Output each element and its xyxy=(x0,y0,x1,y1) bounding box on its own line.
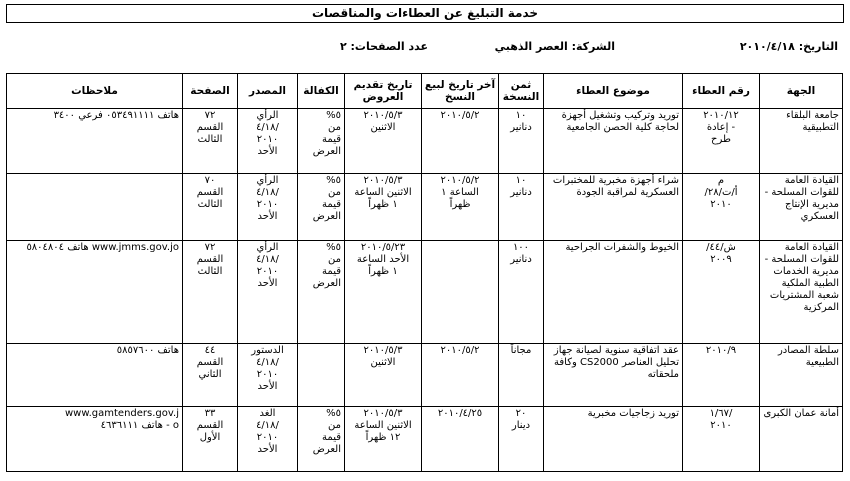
cell-guarantee: ٥% من قيمة العرض xyxy=(298,109,345,174)
cell-last-sale: ٢٠١٠/٥/٢ الساعة ١ ظهراً xyxy=(422,174,499,241)
cell-subject: توريد زجاجيات مخبرية xyxy=(544,407,683,472)
cell-last-sale xyxy=(422,241,499,344)
cell-notes: هاتف ٥٨٥٧٦٠٠ xyxy=(7,344,183,407)
cell-last-sale: ٢٠١٠/٥/٢ xyxy=(422,344,499,407)
cell-submission: ٢٠١٠/٥/٣ الاثنين xyxy=(345,344,422,407)
cell-page: ٧٢ القسم الثالث xyxy=(183,109,238,174)
col-header-source: المصدر xyxy=(238,74,298,109)
cell-tender-no: م أ/ت/٢٨/ ٢٠١٠ xyxy=(683,174,760,241)
cell-submission: ٢٠١٠/٥/٢٣ الأحد الساعة ١ ظهراً xyxy=(345,241,422,344)
cell-notes xyxy=(7,174,183,241)
cell-notes: هاتف ٠٥٣٤٩١١١١ فرعي ٣٤٠٠ xyxy=(7,109,183,174)
cell-entity: القيادة العامة للقوات المسلحة - مديرية الخدمات الطبية الملكية شعبة المشتريات المركزية xyxy=(760,241,843,344)
cell-guarantee: ٥% من قيمة العرض xyxy=(298,241,345,344)
table-row xyxy=(7,241,843,344)
cell-page: ٧٠ القسم الثالث xyxy=(183,174,238,241)
cell-guarantee xyxy=(298,344,345,407)
cell-page: ٤٤ القسم الثاني xyxy=(183,344,238,407)
col-header-subject: موضوع العطاء xyxy=(544,74,683,109)
cell-price: ٢٠ دينار xyxy=(499,407,544,472)
cell-tender-no: /١/٦٧ ٢٠١٠ xyxy=(683,407,760,472)
cell-source: الرأي /٤/١٨ ٢٠١٠ الأحد xyxy=(238,174,298,241)
cell-last-sale: ٢٠١٠/٤/٢٥ xyxy=(422,407,499,472)
page-title: خدمة التبليغ عن العطاءات والمناقصات xyxy=(6,4,844,23)
company-name: الشركة: العصر الذهبي xyxy=(494,40,615,53)
cell-source: الرأي /٤/١٨ ٢٠١٠ الأحد xyxy=(238,241,298,344)
page-count: عدد الصفحات: ٢ xyxy=(339,40,428,53)
cell-submission: ٢٠١٠/٥/٣ الاثنين الساعة ١٢ ظهراً xyxy=(345,407,422,472)
cell-entity: جامعة البلقاء التطبيقية xyxy=(760,109,843,174)
cell-entity: القيادة العامة للقوات المسلحة - مديرية الإنتاج العسكري xyxy=(760,174,843,241)
col-header-submission: تاريخ تقديم العروض xyxy=(345,74,422,109)
cell-tender-no: ٢٠١٠/٩ xyxy=(683,344,760,407)
cell-page: ٧٢ القسم الثالث xyxy=(183,241,238,344)
col-header-guarantee: الكفالة xyxy=(298,74,345,109)
table-row xyxy=(7,174,843,241)
cell-price: ١٠٠ دنانير xyxy=(499,241,544,344)
cell-guarantee: ٥% من قيمة العرض xyxy=(298,174,345,241)
cell-guarantee: ٥% من قيمة العرض xyxy=(298,407,345,472)
tenders-table xyxy=(6,73,843,472)
table-row xyxy=(7,407,843,472)
cell-subject: الخيوط والشفرات الجراحية xyxy=(544,241,683,344)
col-header-price: ثمن النسخة xyxy=(499,74,544,109)
cell-last-sale: ٢٠١٠/٥/٢ xyxy=(422,109,499,174)
col-header-page: الصفحة xyxy=(183,74,238,109)
cell-price: مجاناً xyxy=(499,344,544,407)
cell-source: الدستور /٤/١٨ ٢٠١٠ الأحد xyxy=(238,344,298,407)
cell-notes: www.jmms.gov.jo هاتف ٥٨٠٤٨٠٤ xyxy=(7,241,183,344)
cell-subject: توريد وتركيب وتشغيل أجهزة لحاجة كلية الحصن الجامعية xyxy=(544,109,683,174)
cell-subject: عقد اتفاقية سنوية لصيانة جهاز تحليل العناصر CS2000 وكافة ملحقاته xyxy=(544,344,683,407)
cell-notes: www.gamtenders.gov.j o - هاتف ٤٦٣٦١١١ xyxy=(7,407,183,472)
cell-entity: سلطة المصادر الطبيعية xyxy=(760,344,843,407)
col-header-tender-no: رقم العطاء xyxy=(683,74,760,109)
cell-source: الرأي /٤/١٨ ٢٠١٠ الأحد xyxy=(238,109,298,174)
col-header-entity: الجهة xyxy=(760,74,843,109)
cell-submission: ٢٠١٠/٥/٣ الاثنين الساعة ١ ظهراً xyxy=(345,174,422,241)
cell-price: ١٠ دنانير xyxy=(499,174,544,241)
table-row xyxy=(7,344,843,407)
col-header-last-sale: آخر تاريخ لبيع النسخ xyxy=(422,74,499,109)
cell-tender-no: ٢٠١٠/١٢ - إعادة طرح xyxy=(683,109,760,174)
cell-tender-no: ش/٤٤/ ٢٠٠٩ xyxy=(683,241,760,344)
cell-submission: ٢٠١٠/٥/٣ الاثنين xyxy=(345,109,422,174)
cell-page: ٣٣ القسم الأول xyxy=(183,407,238,472)
report-date: التاريخ: ٢٠١٠/٤/١٨ xyxy=(739,40,838,53)
table-row xyxy=(7,109,843,174)
cell-entity: أمانة عمان الكبرى xyxy=(760,407,843,472)
col-header-notes: ملاحظات xyxy=(7,74,183,109)
cell-price: ١٠ دنانير xyxy=(499,109,544,174)
table-header-row xyxy=(7,74,843,109)
cell-source: الغد /٤/١٨ ٢٠١٠ الأحد xyxy=(238,407,298,472)
cell-subject: شراء أجهزة مخبرية للمختبرات العسكرية لمراقبة الجودة xyxy=(544,174,683,241)
